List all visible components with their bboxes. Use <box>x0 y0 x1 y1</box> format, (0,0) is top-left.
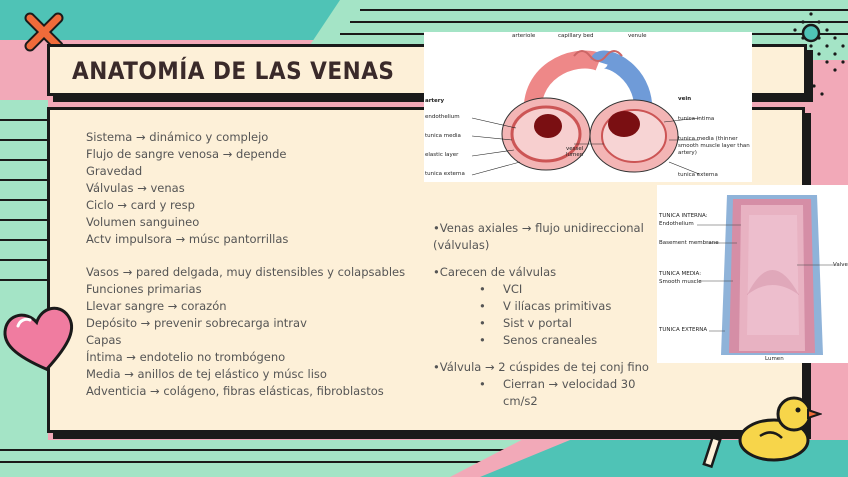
bullet-item: •Válvula → 2 cúspides de tej conj fino <box>433 360 649 374</box>
label-artery: artery <box>425 98 445 104</box>
bullet-item: •Venas axiales → flujo unidireccional (válvulas) <box>433 221 644 252</box>
text-line: Gravedad <box>86 164 143 178</box>
label-smooth-muscle: Smooth muscle <box>659 279 702 285</box>
text-line: Válvulas → venas <box>86 181 185 195</box>
text-line: Capas <box>86 333 122 347</box>
label-tunica-media: TUNICA MEDIA: <box>659 271 702 277</box>
text-line: Ciclo → card y resp <box>86 198 195 212</box>
label-tunica-externa: TUNICA EXTERNA <box>659 327 708 333</box>
label-basement-membrane: Basement membrane <box>659 240 719 246</box>
circle-icon <box>800 22 822 44</box>
label-tunica-externa-right: tunica externa <box>678 172 718 178</box>
artery-vein-diagram <box>424 32 752 182</box>
label-lumen: Lumen <box>765 356 784 362</box>
label-arteriole: arteriole <box>512 33 536 39</box>
spacer <box>86 248 405 264</box>
text-line: Depósito → prevenir sobrecarga intrav <box>86 316 307 330</box>
text-line: Íntima → endotelio no trombógeno <box>86 350 286 364</box>
label-vessel-lumen: vessel lumen <box>566 146 584 158</box>
label-tunica-intima-right: tunica intima <box>678 116 715 122</box>
text-line: Flujo de sangre venosa → depende <box>86 147 287 161</box>
sub-bullet-item: • Cierran → velocidad 30 cm/s2 <box>433 376 653 410</box>
label-tunica-media: tunica media <box>425 133 461 139</box>
heart-icon <box>0 298 82 376</box>
label-endothelium: Endothelium <box>659 221 694 227</box>
vessel-illustration <box>424 32 752 182</box>
text-line: Vasos → pared delgada, muy distensibles y colapsables <box>86 265 406 279</box>
sub-bullet-item: • V ilíacas primitivas <box>433 298 653 315</box>
text-line: Media → anillos de tej elástico y músc liso <box>86 367 327 381</box>
label-vein: vein <box>678 96 692 102</box>
vein-valve-diagram <box>657 185 848 363</box>
label-venule: venule <box>628 33 647 39</box>
label-capillary-bed: capillary bed <box>558 33 594 39</box>
bullet-item: •Carecen de válvulas <box>433 265 557 279</box>
sparkle-icon <box>702 436 722 470</box>
label-tunica-interna: TUNICA INTERNA: <box>659 213 708 219</box>
sub-bullet-item: • Senos craneales <box>433 332 653 349</box>
text-line: Sistema → dinámico y complejo <box>86 130 269 144</box>
label-tunica-externa: tunica externa <box>425 171 465 177</box>
page-title: ANATOMÍA DE LAS VENAS <box>72 57 395 85</box>
text-line: Volumen sanguineo <box>86 215 200 229</box>
text-line: Actv impulsora → músc pantorrillas <box>86 232 289 246</box>
sub-bullet-item: • VCI <box>433 281 653 298</box>
sub-bullet-item: • Sist v portal <box>433 315 653 332</box>
duck-icon <box>732 388 822 466</box>
label-endothelium: endothelium <box>425 114 460 120</box>
text-line: Adventicia → colágeno, fibras elásticas, fibroblastos <box>86 384 384 398</box>
label-valve: Valve <box>833 262 848 268</box>
right-text-column <box>433 220 653 410</box>
left-text-column <box>86 129 405 400</box>
text-line: Llevar sangre → corazón <box>86 299 227 313</box>
label-tunica-media-right: tunica media (thinner smooth muscle layer than artery) <box>678 136 750 156</box>
text-line: Funciones primarias <box>86 282 202 296</box>
label-elastic-layer: elastic layer <box>425 152 459 158</box>
